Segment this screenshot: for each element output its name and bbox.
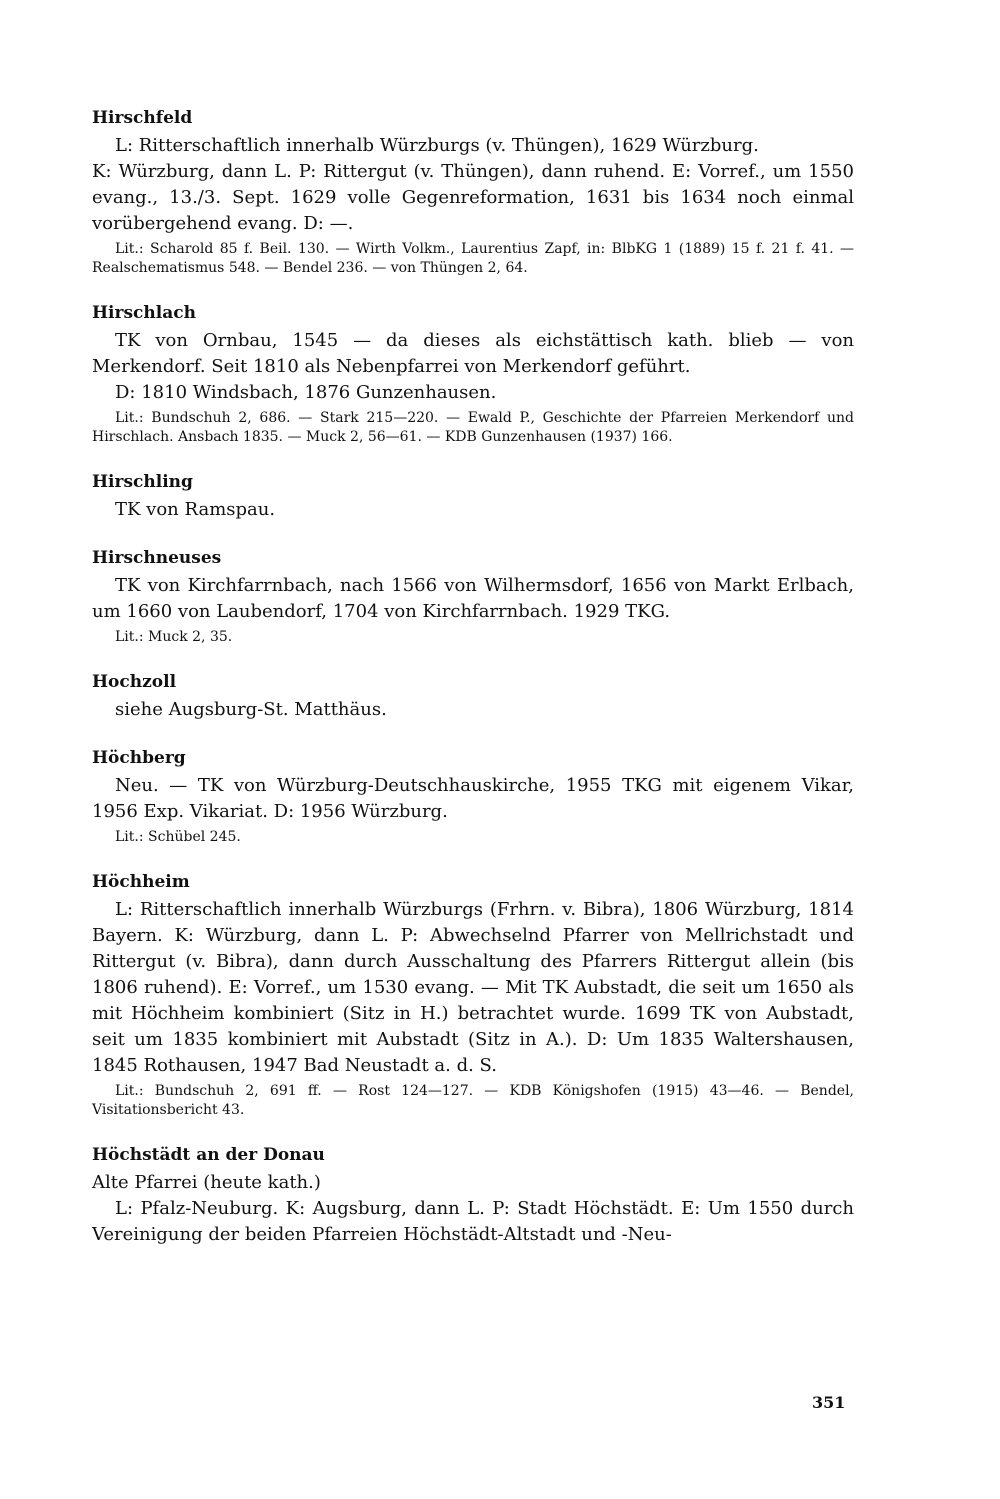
entry-paragraph: D: 1810 Windsbach, 1876 Gunzenhausen.	[115, 382, 497, 403]
entry-paragraph: TK von Ornbau, 1545 — da dieses als eichstättisch kath. blieb — von Merkendorf. Seit 1810 als Nebenpfarrei von Merkendorf geführt.	[92, 330, 854, 377]
entry-heading: Hirschlach	[92, 303, 196, 323]
literature-note: Lit.: Muck 2, 35.	[115, 629, 233, 645]
entry-heading: Höchstädt an der Donau	[92, 1145, 325, 1165]
entry-heading: Hirschling	[92, 472, 193, 492]
page-number: 351	[812, 1393, 846, 1412]
entry-hochzoll	[92, 669, 854, 723]
entry-paragraph: TK von Kirchfarrnbach, nach 1566 von Wilhermsdorf, 1656 von Markt Erlbach, um 1660 von Laubendorf, 1704 von Kirchfarrnbach. 1929 TKG.	[92, 575, 854, 622]
entry-heading: Hirschfeld	[92, 108, 193, 128]
page-body	[92, 105, 854, 1248]
entry-hirschneuses	[92, 545, 854, 647]
entry-paragraph: L: Ritterschaftlich innerhalb Würzburgs (v. Thüngen), 1629 Würzburg.	[115, 135, 759, 156]
entry-hirschfeld	[92, 105, 854, 278]
entry-paragraph: Alte Pfarrei (heute kath.)	[92, 1172, 321, 1193]
entry-hoechheim	[92, 869, 854, 1120]
entry-hoechberg	[92, 745, 854, 847]
literature-note: Lit.: Bundschuh 2, 686. — Stark 215—220. — Ewald P., Geschichte der Pfarreien Merkendorf und Hirschlach. Ansbach 1835. — Muck 2, 56—61. — KDB Gunzenhausen (1937) 166.	[92, 410, 854, 445]
entry-heading: Höchberg	[92, 748, 186, 768]
literature-note: Lit.: Bundschuh 2, 691 ff. — Rost 124—127. — KDB Königshofen (1915) 43—46. — Bendel, Visitationsbericht 43.	[92, 1083, 854, 1118]
entry-hirschlach	[92, 300, 854, 447]
entry-heading: Hochzoll	[92, 672, 177, 692]
entry-paragraph: TK von Ramspau.	[115, 499, 276, 520]
entry-paragraph: K: Würzburg, dann L. P: Rittergut (v. Thüngen), dann ruhend. E: Vorref., um 1550 evang., 13./3. Sept. 1629 volle Gegenreformation, 1631 bis 1634 noch einmal vorübergehend evang. D: —.	[92, 161, 854, 234]
entry-heading: Höchheim	[92, 872, 190, 892]
entry-heading: Hirschneuses	[92, 548, 222, 568]
entry-paragraph: siehe Augsburg-St. Matthäus.	[115, 699, 387, 720]
literature-note: Lit.: Scharold 85 f. Beil. 130. — Wirth Volkm., Laurentius Zapf, in: BlbKG 1 (1889) 15 f. 21 f. 41. — Realschematismus 548. — Bendel 236. — von Thüngen 2, 64.	[92, 241, 854, 276]
entry-paragraph: L: Pfalz-Neuburg. K: Augsburg, dann L. P: Stadt Höchstädt. E: Um 1550 durch Vereinigung der beiden Pfarreien Höchstädt-Altstadt und -Neu-	[92, 1198, 854, 1245]
entry-paragraph: Neu. — TK von Würzburg-Deutschhauskirche, 1955 TKG mit eigenem Vikar, 1956 Exp. Vikariat. D: 1956 Würzburg.	[92, 775, 854, 822]
entry-paragraph: L: Ritterschaftlich innerhalb Würzburgs (Frhrn. v. Bibra), 1806 Würzburg, 1814 Bayern. K: Würzburg, dann L. P: Abwechselnd Pfarrer von Mellrichstadt und Rittergut (v. Bibra), dann durch Ausschaltung des Pfarrers Rittergut allein (bis 1806 ruhend). E: Vorref., um 1530 evang. — Mit TK Aubstadt, die seit um 1650 als mit Höchheim kombiniert (Sitz in H.) betrachtet wurde. 1699 TK von Aubstadt, seit um 1835 kombiniert mit Aubstadt (Sitz in A.). D: Um 1835 Waltershausen, 1845 Rothausen, 1947 Bad Neustadt a. d. S.	[92, 899, 854, 1076]
literature-note: Lit.: Schübel 245.	[115, 829, 241, 845]
entry-hoechstaedt	[92, 1142, 854, 1248]
entry-hirschling	[92, 469, 854, 523]
